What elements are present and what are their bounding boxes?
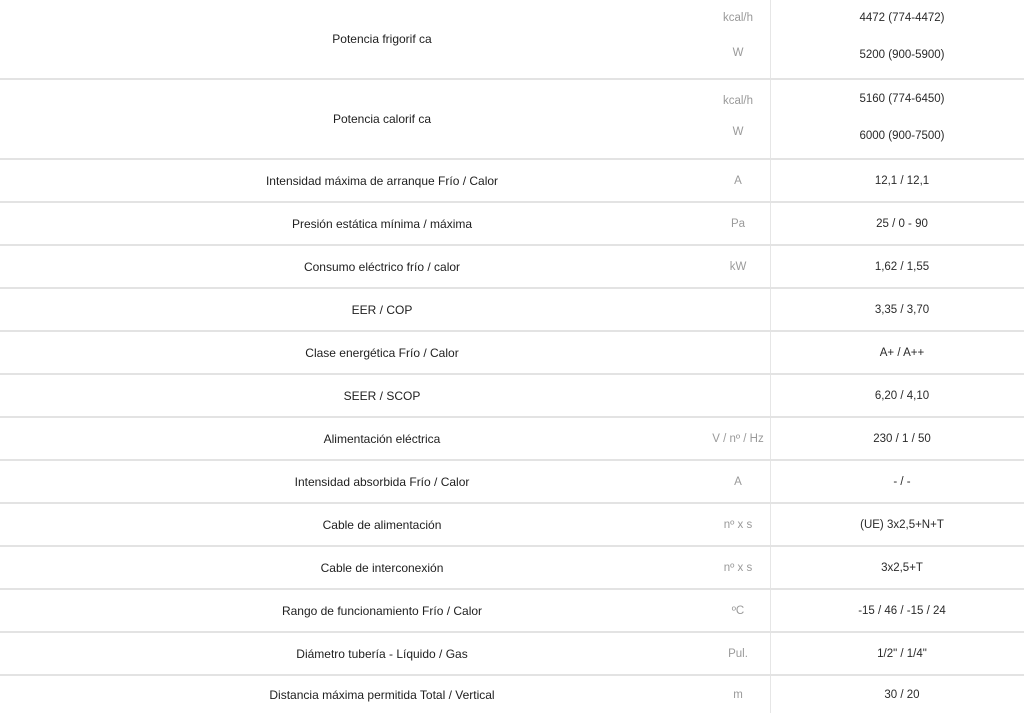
- table-row: [0, 289, 1024, 332]
- row-label: Clase energética Frío / Calor: [305, 345, 459, 360]
- row-label: Potencia calorif ca: [332, 112, 432, 126]
- row-unit: nº x s: [723, 561, 753, 574]
- row-unit: Pa: [730, 217, 746, 230]
- table-row: [0, 246, 1024, 289]
- row-value: 6000 (900-7500): [859, 130, 945, 142]
- row-label: Alimentación eléctrica: [323, 431, 441, 446]
- row-unit: A: [734, 475, 742, 488]
- row-label: Potencia frigorif ca: [332, 32, 432, 46]
- row-value: 230 / 1 / 50: [873, 432, 931, 445]
- row-unit: A: [734, 174, 742, 187]
- column-divider: [770, 80, 771, 158]
- row-value: 6,20 / 4,10: [874, 389, 930, 402]
- row-unit: m: [733, 688, 743, 701]
- table-row: [0, 504, 1024, 547]
- row-value: - / -: [893, 475, 911, 488]
- row-label: Rango de funcionamiento Frío / Calor: [281, 603, 483, 618]
- row-unit: Pul.: [728, 647, 748, 660]
- column-divider: [770, 289, 771, 330]
- row-value: A+ / A++: [879, 346, 925, 359]
- table-row: [0, 0, 1024, 80]
- table-row: [0, 332, 1024, 375]
- table-row: [0, 160, 1024, 203]
- row-label: Presión estática mínima / máxima: [291, 216, 473, 231]
- row-value: 25 / 0 - 90: [876, 217, 928, 230]
- row-label: Intensidad máxima de arranque Frío / Calor: [265, 173, 499, 188]
- row-label: Cable de interconexión: [320, 560, 444, 575]
- table-row: [0, 203, 1024, 246]
- table-row: [0, 547, 1024, 590]
- table-row: [0, 80, 1024, 160]
- row-value: (UE) 3x2,5+N+T: [860, 518, 944, 531]
- row-value: 5200 (900-5900): [859, 49, 945, 61]
- row-value: -15 / 46 / -15 / 24: [858, 604, 946, 617]
- row-value: 30 / 20: [884, 688, 920, 701]
- row-label: Cable de alimentación: [322, 517, 442, 532]
- table-row: [0, 633, 1024, 676]
- row-value: 3,35 / 3,70: [874, 303, 930, 316]
- row-label: EER / COP: [351, 302, 413, 317]
- row-label: SEER / SCOP: [343, 388, 421, 403]
- row-value: 1,62 / 1,55: [874, 260, 930, 273]
- row-label: Intensidad absorbida Frío / Calor: [294, 474, 470, 489]
- row-value: 1/2" / 1/4": [877, 647, 927, 660]
- table-row: [0, 676, 1024, 713]
- table-row: [0, 375, 1024, 418]
- row-label: Diámetro tubería - Líquido / Gas: [296, 646, 468, 661]
- row-value: 5160 (774-6450): [859, 93, 945, 105]
- row-unit: ºC: [731, 604, 745, 617]
- table-row: [0, 418, 1024, 461]
- row-label: Consumo eléctrico frío / calor: [303, 259, 461, 274]
- row-value: 4472 (774-4472): [859, 12, 945, 24]
- row-unit: V / nº / Hz: [712, 432, 764, 445]
- row-unit: nº x s: [723, 518, 753, 531]
- row-unit: kW: [729, 260, 747, 273]
- column-divider: [770, 332, 771, 373]
- row-value: 12,1 / 12,1: [874, 174, 930, 187]
- column-divider: [770, 375, 771, 416]
- row-unit: W: [732, 126, 744, 138]
- table-row: [0, 590, 1024, 633]
- row-value: 3x2,5+T: [881, 561, 923, 574]
- row-label: Distancia máxima permitida Total / Vertical: [269, 687, 495, 702]
- table-row: [0, 461, 1024, 504]
- row-unit: kcal/h: [722, 95, 754, 107]
- row-unit: W: [732, 47, 744, 59]
- row-unit: kcal/h: [722, 12, 754, 24]
